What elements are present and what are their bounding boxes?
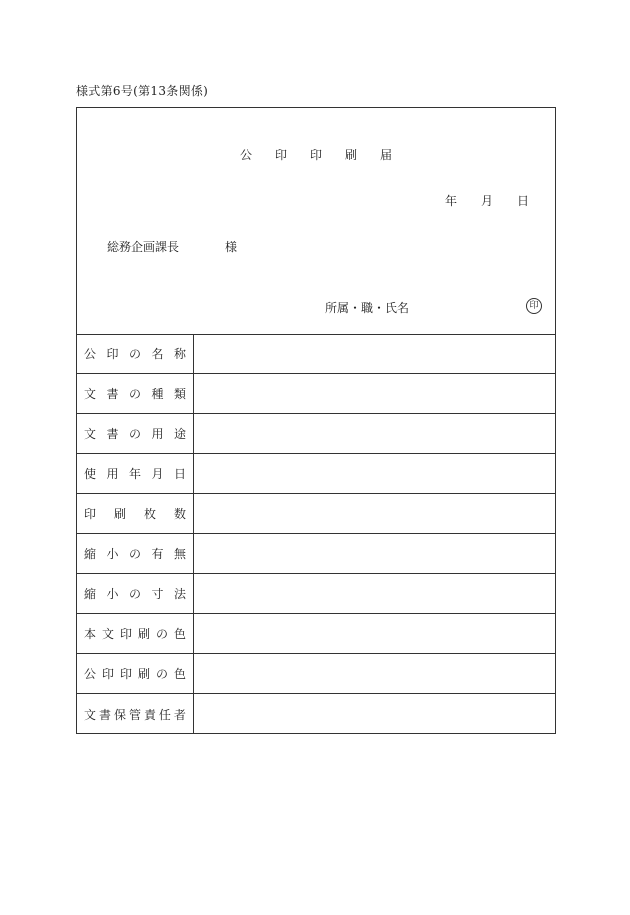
row-label — [77, 694, 194, 734]
row-label-char: 刷 — [113, 507, 126, 521]
row-label-char: 書 — [98, 707, 111, 722]
row-value-field[interactable] — [195, 414, 555, 453]
table-row — [77, 414, 555, 454]
row-label-char: 公 — [84, 347, 97, 361]
row-label-char: 公 — [84, 667, 97, 681]
row-label-char: 縮 — [84, 547, 97, 561]
row-label — [77, 534, 194, 573]
addressee: 総務企画課長 — [107, 240, 180, 254]
row-label-char: 印 — [84, 507, 97, 521]
row-label-char: の — [128, 587, 141, 601]
row-label-char: 刷 — [137, 627, 150, 641]
row-label-char: 途 — [173, 427, 186, 441]
row-label-char: 書 — [106, 427, 119, 441]
form-table — [77, 334, 555, 734]
row-value-field[interactable] — [195, 654, 555, 693]
row-label-char: の — [155, 667, 168, 681]
row-label-char: の — [128, 347, 141, 361]
row-value-field[interactable] — [195, 334, 555, 373]
seal-icon: 印 — [526, 298, 542, 314]
row-label-char: 無 — [173, 547, 186, 561]
row-label-char: の — [128, 427, 141, 441]
title-char: 刷 — [344, 148, 357, 162]
row-label-char: 使 — [84, 467, 97, 481]
row-label-char: 有 — [151, 547, 164, 561]
row-label-char: 色 — [173, 667, 186, 681]
row-value-field[interactable] — [195, 494, 555, 533]
row-label-char: 印 — [119, 627, 132, 641]
row-label-char: 責 — [143, 707, 156, 722]
row-label-char: 法 — [173, 587, 186, 601]
row-label — [77, 614, 194, 653]
row-label-char: 保 — [113, 707, 126, 722]
form-frame — [76, 107, 556, 734]
row-label-char: 枚 — [143, 507, 156, 521]
row-label-char: 日 — [173, 467, 186, 481]
row-label-char: 刷 — [137, 667, 150, 681]
table-row — [77, 654, 555, 694]
row-value-field[interactable] — [195, 374, 555, 413]
row-label — [77, 654, 194, 693]
row-label-char: 縮 — [84, 587, 97, 601]
row-value-field[interactable] — [195, 574, 555, 613]
table-row — [77, 454, 555, 494]
title-char: 届 — [379, 148, 392, 162]
row-label — [77, 414, 194, 453]
row-label — [77, 494, 194, 533]
row-label — [77, 454, 194, 493]
table-row — [77, 614, 555, 654]
row-label-char: 文 — [84, 427, 97, 441]
row-label-char: 本 — [84, 627, 97, 641]
date-year-label: 年 — [445, 194, 458, 208]
row-label-char: 者 — [173, 707, 186, 722]
row-value-field[interactable] — [195, 534, 555, 573]
row-label-char: 類 — [173, 387, 186, 401]
row-label-char: 小 — [106, 547, 119, 561]
row-label-char: 文 — [84, 387, 97, 401]
row-label-char: 管 — [128, 707, 141, 722]
table-row — [77, 494, 555, 534]
form-number-label: 様式第6号(第13条関係) — [76, 84, 209, 98]
row-label-char: 年 — [128, 467, 141, 481]
row-label-char: 称 — [173, 347, 186, 361]
row-label-char: 印 — [101, 667, 114, 681]
row-label-char: 印 — [119, 667, 132, 681]
date-month-label: 月 — [481, 194, 494, 208]
row-label-char: の — [128, 387, 141, 401]
header-area — [77, 108, 555, 335]
table-row — [77, 534, 555, 574]
table-row — [77, 694, 555, 734]
table-row — [77, 574, 555, 614]
row-label — [77, 374, 194, 413]
honorific: 様 — [225, 240, 238, 254]
row-label-char: 文 — [101, 627, 114, 641]
row-value-field[interactable] — [195, 614, 555, 653]
row-label-char: 名 — [151, 347, 164, 361]
row-label-char: の — [155, 627, 168, 641]
row-label — [77, 334, 194, 373]
row-label-char: 任 — [158, 707, 171, 722]
row-label-char: の — [128, 547, 141, 561]
row-label-char: 印 — [106, 347, 119, 361]
table-row — [77, 374, 555, 414]
title-char: 公 — [239, 148, 252, 162]
row-value-field[interactable] — [195, 454, 555, 493]
title-char: 印 — [309, 148, 322, 162]
document-title — [77, 146, 555, 163]
row-label-char: 書 — [106, 387, 119, 401]
row-label-char: 色 — [173, 627, 186, 641]
date-day-label: 日 — [517, 194, 530, 208]
row-label-char: 寸 — [151, 587, 164, 601]
row-label-char: 文 — [84, 707, 97, 722]
applicant-label: 所属・職・氏名 — [325, 301, 410, 315]
row-label — [77, 574, 194, 613]
title-char: 印 — [274, 148, 287, 162]
row-label-char: 用 — [151, 427, 164, 441]
row-value-field[interactable] — [195, 694, 555, 734]
row-label-char: 月 — [151, 467, 164, 481]
row-label-char: 数 — [173, 507, 186, 521]
table-row — [77, 334, 555, 374]
row-label-char: 小 — [106, 587, 119, 601]
row-label-char: 種 — [151, 387, 164, 401]
row-label-char: 用 — [106, 467, 119, 481]
